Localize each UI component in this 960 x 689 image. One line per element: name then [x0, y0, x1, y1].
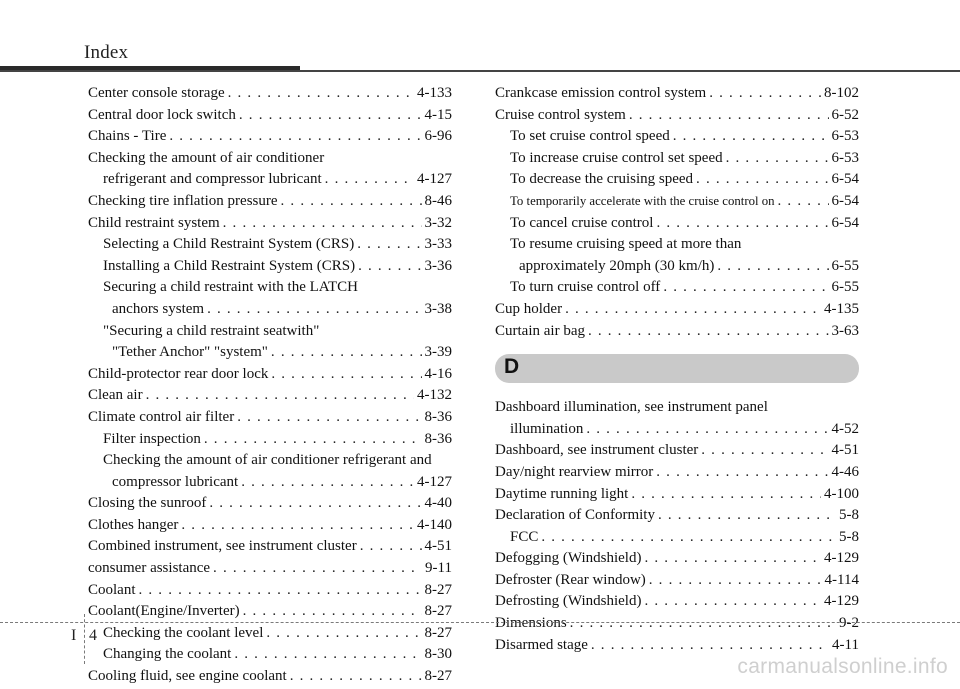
index-entry [88, 256, 452, 278]
index-entry-label: To set cruise control speed [510, 128, 670, 145]
dot-leader [234, 644, 421, 666]
index-entry-page: 3-63 [831, 322, 859, 339]
dot-leader [591, 635, 829, 657]
index-entry [88, 342, 452, 364]
dot-leader [241, 472, 414, 494]
index-entry [495, 105, 859, 127]
index-entry-label: Changing the coolant [103, 646, 232, 663]
index-entry-label: Closing the sunroof [88, 495, 207, 512]
dot-leader [726, 148, 829, 170]
footer-rule [0, 622, 960, 623]
index-entry [495, 213, 859, 235]
index-entry [495, 548, 859, 570]
index-entry-page: 8-36 [424, 430, 452, 447]
index-entry-page: 6-54 [831, 214, 859, 231]
index-entry [495, 234, 859, 256]
index-entry-label: Checking the amount of air conditioner refrigerant and [103, 452, 432, 469]
index-entry-label: anchors system [112, 300, 205, 317]
index-entry-label: FCC [510, 528, 539, 545]
index-entry-label: To temporarily accelerate with the cruise control on [510, 193, 775, 208]
dot-leader [631, 484, 821, 506]
index-entry-page: 8-46 [424, 192, 452, 209]
page-title: Index [84, 42, 129, 63]
index-entry-label: Clothes hanger [88, 516, 179, 533]
index-entry-label: Combined instrument, see instrument cluster [88, 538, 357, 555]
index-entry-page: 4-46 [831, 463, 859, 480]
index-entry-label: compressor lubricant [112, 473, 239, 490]
dot-leader [656, 462, 828, 484]
index-entry-page: 8-27 [424, 581, 452, 598]
index-entry-page: 8-27 [424, 668, 452, 685]
index-entry-label: Defogging (Windshield) [495, 550, 642, 567]
dot-leader [656, 213, 828, 235]
dot-leader [778, 191, 829, 213]
index-entry [495, 484, 859, 506]
section-letter: D [504, 355, 520, 379]
index-entry [88, 558, 452, 580]
index-entry [88, 321, 452, 343]
dot-leader [325, 169, 414, 191]
dot-leader [223, 213, 422, 235]
index-entry-page: 4-16 [424, 365, 452, 382]
index-entry [495, 397, 859, 419]
index-entry [88, 148, 452, 170]
index-entry-label: To cancel cruise control [510, 214, 654, 231]
index-entry-page: 8-36 [424, 408, 452, 425]
index-entry-page: 4-129 [824, 550, 859, 567]
dot-leader [565, 299, 821, 321]
index-entry-page: 6-54 [831, 171, 859, 188]
index-entry [495, 169, 859, 191]
index-entry [88, 126, 452, 148]
index-entry [495, 570, 859, 592]
dot-leader [588, 321, 829, 343]
index-entry-page: 3-38 [424, 300, 452, 317]
dot-leader [181, 515, 414, 537]
dot-leader [644, 548, 821, 570]
footer-section-letter: I [71, 627, 77, 644]
index-entry-label: Daytime running light [495, 485, 629, 502]
index-entry-page: 4-129 [824, 593, 859, 610]
index-entry-label: Defroster (Rear window) [495, 571, 646, 588]
index-entry [495, 191, 859, 213]
dot-leader [586, 419, 828, 441]
index-entry-page: 6-54 [831, 192, 859, 209]
dot-leader [673, 126, 829, 148]
dot-leader [717, 256, 828, 278]
index-entry [88, 536, 452, 558]
dot-leader [644, 591, 821, 613]
index-entry-label: Center console storage [88, 85, 225, 101]
dot-leader [663, 277, 828, 299]
index-entry-label: "Tether Anchor" "system" [112, 344, 268, 361]
dot-leader [204, 429, 422, 451]
dot-leader [209, 493, 421, 515]
dot-leader [360, 536, 422, 558]
dot-leader [228, 83, 414, 105]
watermark: carmanualsonline.info [737, 655, 948, 678]
dot-leader [169, 126, 421, 148]
dot-leader [139, 580, 422, 602]
index-entry-page: 4-100 [824, 485, 859, 502]
index-entry [88, 407, 452, 429]
index-entry-page: 6-53 [831, 149, 859, 166]
footer-divider [84, 614, 85, 664]
dot-leader [266, 623, 421, 645]
index-entry-label: refrigerant and compressor lubricant [103, 171, 322, 188]
index-entry [495, 635, 859, 657]
section-letter-tab [495, 354, 859, 383]
index-entry [495, 591, 859, 613]
index-column-right [495, 83, 859, 656]
index-entry-label: Coolant(Engine/Inverter) [88, 603, 240, 620]
index-entry-label: Chains - Tire [88, 128, 167, 145]
index-entry-page: 9-11 [425, 560, 452, 577]
index-entry-label: Dimensions [495, 615, 567, 632]
index-entry [88, 277, 452, 299]
index-entry-page: 6-52 [831, 106, 859, 123]
index-entry-page: 3-36 [424, 257, 452, 274]
index-entry-page: 4-140 [417, 516, 452, 533]
index-entry-label: Dashboard illumination, see instrument panel [495, 399, 768, 416]
index-entry-page: 4-40 [424, 495, 452, 512]
index-entry-label: Coolant [88, 581, 136, 598]
index-entry [495, 299, 859, 321]
index-entry-page: 9-2 [839, 615, 859, 632]
index-entry-page: 4-127 [417, 473, 452, 490]
index-entry [495, 419, 859, 441]
index-entry-page: 8-27 [424, 624, 452, 641]
dot-leader [649, 570, 822, 592]
index-entry-label: Clean air [88, 387, 143, 404]
index-entry-page: 4-15 [424, 106, 452, 123]
index-entry-page: 6-55 [831, 257, 859, 274]
index-entry-label: Central door lock switch [88, 106, 236, 123]
index-entry-page: 8-102 [824, 85, 859, 101]
index-entry-label: To resume cruising speed at more than [510, 236, 742, 253]
dot-leader [239, 105, 422, 127]
dot-leader [658, 505, 836, 527]
index-entry-page: 5-8 [839, 507, 859, 524]
index-entry [495, 505, 859, 527]
index-entry [495, 440, 859, 462]
dot-leader [207, 299, 421, 321]
index-entry-label: Checking the amount of air conditioner [88, 149, 325, 166]
index-entry-page: 4-11 [832, 636, 859, 653]
index-entry-page: 4-114 [824, 571, 859, 588]
index-entry [495, 527, 859, 549]
index-entry-page: 4-135 [824, 300, 859, 317]
index-entry-page: 4-51 [831, 442, 859, 459]
index-entry-label: Installing a Child Restraint System (CRS) [103, 257, 356, 274]
index-entry [88, 580, 452, 602]
index-entry [495, 277, 859, 299]
dot-leader [271, 342, 422, 364]
index-entry-page: 4-52 [831, 420, 859, 437]
index-entry-label: Disarmed stage [495, 636, 588, 653]
index-entry [88, 234, 452, 256]
index-entry-page: 6-96 [424, 128, 452, 145]
index-entry-label: Checking the coolant level [103, 624, 264, 641]
dot-leader [358, 256, 421, 278]
index-entry-page: 4-132 [417, 387, 452, 404]
dot-leader [237, 407, 421, 429]
index-entry-label: illumination [510, 420, 584, 437]
index-entry [495, 321, 859, 343]
dot-leader [541, 527, 836, 549]
index-list-d [495, 397, 859, 656]
index-entry-page: 4-127 [417, 171, 452, 188]
index-entry-label: Curtain air bag [495, 322, 585, 339]
index-entry [495, 126, 859, 148]
index-entry-page: 4-133 [417, 85, 452, 101]
index-entry-label: Day/night rearview mirror [495, 463, 654, 480]
dot-leader [629, 105, 829, 127]
index-entry [88, 191, 452, 213]
index-entry [88, 623, 452, 645]
index-entry-page: 3-39 [424, 344, 452, 361]
index-entry-label: To turn cruise control off [510, 279, 661, 296]
index-entry-page: 6-55 [831, 279, 859, 296]
index-list-c-continued [495, 83, 859, 342]
index-entry-label: Child restraint system [88, 214, 220, 231]
dot-leader [271, 364, 421, 386]
index-entry [88, 169, 452, 191]
dot-leader [290, 666, 422, 688]
index-entry-label: Checking tire inflation pressure [88, 192, 278, 209]
index-entry-label: Defrosting (Windshield) [495, 593, 642, 610]
index-entry [88, 666, 452, 688]
index-entry [88, 472, 452, 494]
dot-leader [696, 169, 828, 191]
index-entry-label: Dashboard, see instrument cluster [495, 442, 699, 459]
index-entry [88, 429, 452, 451]
index-entry-label: Child-protector rear door lock [88, 365, 269, 382]
index-entry-page: 4-51 [424, 538, 452, 555]
index-entry-label: consumer assistance [88, 560, 211, 577]
dot-leader [146, 385, 414, 407]
index-entry [88, 213, 452, 235]
index-entry-page: 8-30 [424, 646, 452, 663]
dot-leader [243, 601, 422, 623]
index-entry-page: 8-27 [424, 603, 452, 620]
index-entry-label: To decrease the cruising speed [510, 171, 694, 188]
index-entry [88, 601, 452, 623]
dot-leader [701, 440, 828, 462]
index-entry [88, 105, 452, 127]
index-entry-label: Cruise control system [495, 106, 626, 123]
index-entry-page: 3-32 [424, 214, 452, 231]
dot-leader [357, 234, 421, 256]
dot-leader [709, 83, 821, 105]
dot-leader [570, 613, 836, 635]
index-entry-label: approximately 20mph (30 km/h) [519, 257, 715, 274]
index-entry [88, 515, 452, 537]
index-entry-label: To increase cruise control set speed [510, 149, 723, 166]
index-entry-label: Cup holder [495, 300, 563, 317]
index-entry [88, 385, 452, 407]
index-entry [88, 299, 452, 321]
index-entry-page: 5-8 [839, 528, 859, 545]
index-entry-label: Crankcase emission control system [495, 85, 707, 101]
index-entry [495, 256, 859, 278]
dot-leader [213, 558, 422, 580]
index-entry-label: Climate control air filter [88, 408, 235, 425]
index-entry [495, 613, 859, 635]
index-entry-label: Cooling fluid, see engine coolant [88, 668, 287, 685]
index-entry-page: 6-53 [831, 128, 859, 145]
index-entry-label: Securing a child restraint with the LATCH [103, 279, 358, 296]
index-entry-label: Filter inspection [103, 430, 201, 447]
index-entry-label: Selecting a Child Restraint System (CRS) [103, 236, 355, 253]
header-rule [0, 70, 960, 72]
index-column-left [88, 83, 452, 688]
index-entry-label: "Securing a child restraint seatwith" [103, 322, 320, 339]
index-entry [495, 83, 859, 105]
index-entry [88, 644, 452, 666]
index-entry-page: 3-33 [424, 236, 452, 253]
index-entry [88, 83, 452, 105]
index-entry [88, 364, 452, 386]
index-entry [88, 493, 452, 515]
index-entry [88, 450, 452, 472]
index-entry [495, 148, 859, 170]
index-entry-label: Declaration of Conformity [495, 507, 655, 524]
footer-page-number: 4 [89, 627, 97, 644]
index-entry [495, 462, 859, 484]
dot-leader [281, 191, 422, 213]
